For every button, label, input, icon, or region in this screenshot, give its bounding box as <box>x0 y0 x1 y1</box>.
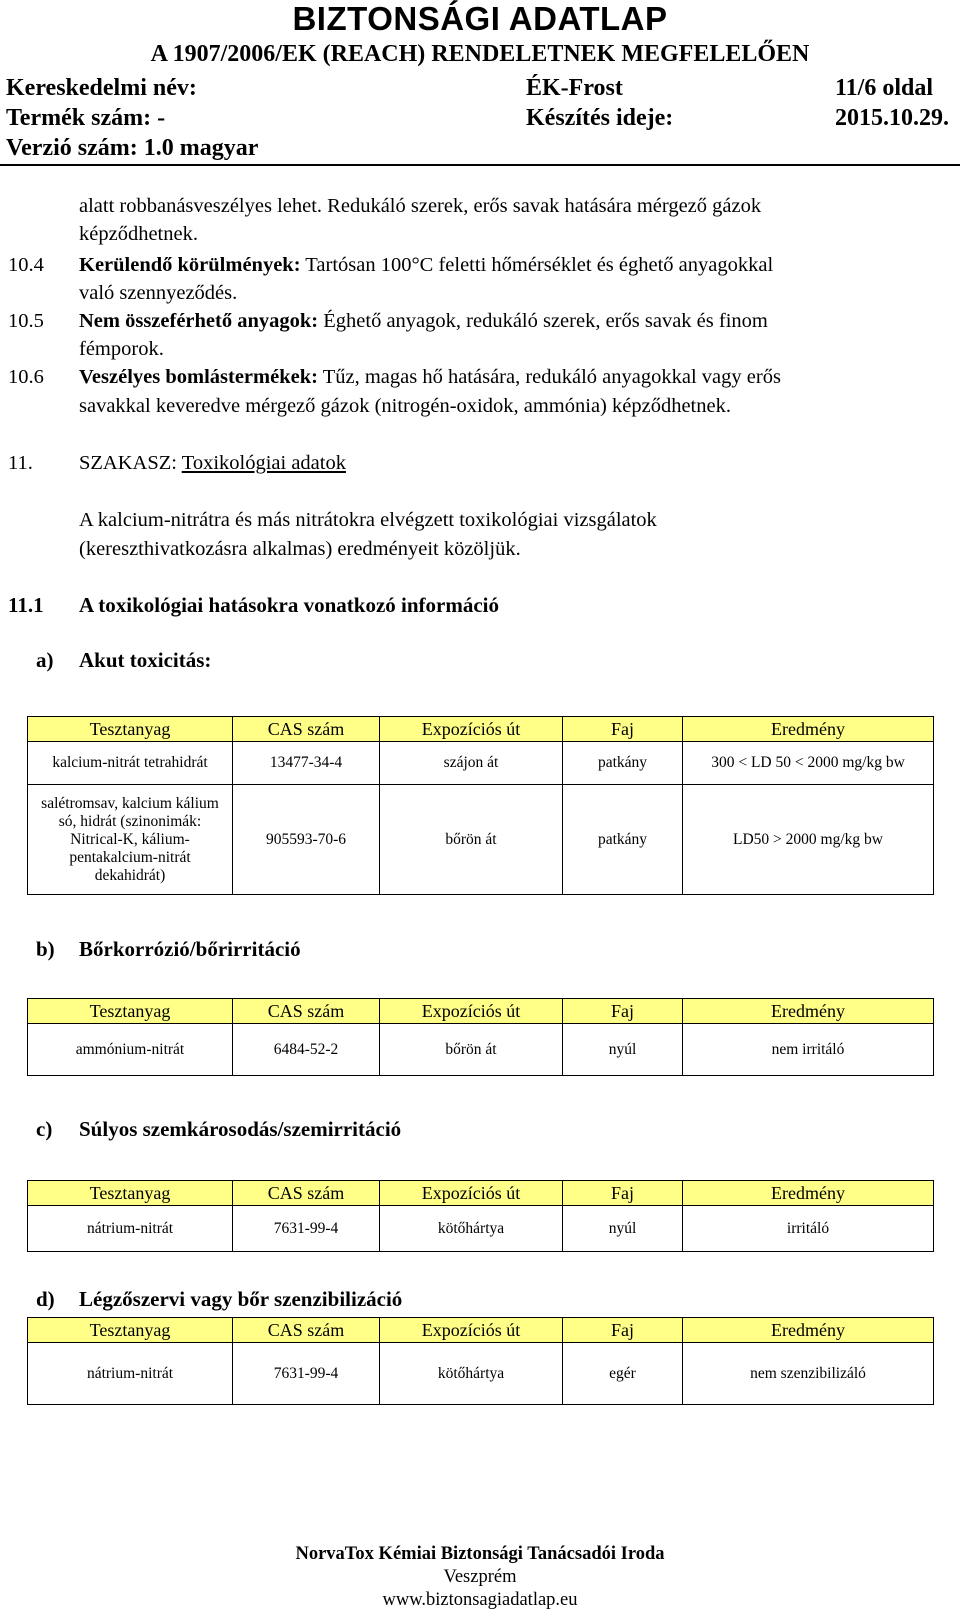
table-cell: szájon át <box>380 742 563 785</box>
item-10-4-line1 <box>79 250 773 280</box>
table-cell: nyúl <box>563 1206 683 1252</box>
col-header-route: Expozíciós út <box>380 1318 563 1343</box>
table-header-row <box>28 1318 934 1343</box>
regulation-subtitle: A 1907/2006/EK (REACH) RENDELETNEK MEGFELELŐEN <box>150 41 810 67</box>
item-10-5-number: 10.5 <box>8 310 44 332</box>
item-10-4-text: Tartósan 100°C feletti hőmérséklet és éghető anyagokkal <box>305 254 774 276</box>
item-10-6-number: 10.6 <box>8 366 44 388</box>
document-title: BIZTONSÁGI ADATLAP <box>292 0 668 37</box>
table-cell: irritáló <box>683 1206 934 1252</box>
footer-city: Veszprém <box>443 1567 517 1587</box>
table-row <box>28 742 934 785</box>
item-10-5-line2: fémporok. <box>79 338 164 360</box>
col-header-substance: Tesztanyag <box>28 717 233 742</box>
section11-title: Toxikológiai adatok <box>181 452 346 474</box>
table-row <box>28 1343 934 1405</box>
table-cell: nem szenzibilizáló <box>683 1343 934 1405</box>
table-cell: LD50 > 2000 mg/kg bw <box>683 785 934 895</box>
section11-intro-line2: (kereszthivatkozásra alkalmas) eredményeit közöljük. <box>79 538 521 560</box>
table-cell: 7631-99-4 <box>233 1206 380 1252</box>
col-header-substance: Tesztanyag <box>28 999 233 1024</box>
col-header-route: Expozíciós út <box>380 717 563 742</box>
version-label: Verzió szám: 1.0 magyar <box>6 135 259 161</box>
eye-damage-table <box>27 1180 934 1252</box>
skin-corrosion-table <box>27 998 934 1076</box>
item-10-5-label: Nem összeférhető anyagok: <box>79 310 319 332</box>
col-header-result: Eredmény <box>683 1181 934 1206</box>
table-cell: 905593-70-6 <box>233 785 380 895</box>
section11-number: 11. <box>8 452 33 474</box>
subheading-b-letter: b) <box>36 937 55 961</box>
table-cell: 300 < LD 50 < 2000 mg/kg bw <box>683 742 934 785</box>
section11-intro-line1: A kalcium-nitrátra és más nitrátokra elvégzett toxikológiai vizsgálatok <box>79 509 657 531</box>
col-header-substance: Tesztanyag <box>28 1318 233 1343</box>
table-cell: ammónium-nitrát <box>28 1024 233 1076</box>
table-row <box>28 785 934 895</box>
item-10-6-text: Tűz, magas hő hatására, redukáló anyagokkal vagy erős <box>322 366 781 388</box>
section11-heading <box>79 448 346 478</box>
item-10-4-number: 10.4 <box>8 254 44 276</box>
section11-prefix: SZAKASZ: <box>79 452 177 474</box>
col-header-species: Faj <box>563 1318 683 1343</box>
item-10-4-line2: való szennyeződés. <box>79 282 238 304</box>
table-cell: salétromsav, kalcium kálium só, hidrát (szinonimák: Nitrical-K, kálium-pentakalcium-nitrát dekahidrát) <box>28 785 233 895</box>
col-header-result: Eredmény <box>683 717 934 742</box>
col-header-cas: CAS szám <box>233 717 380 742</box>
item-10-6-line1 <box>79 362 781 392</box>
col-header-cas: CAS szám <box>233 1181 380 1206</box>
table-cell: nátrium-nitrát <box>28 1206 233 1252</box>
trade-name-label: Kereskedelmi név: <box>6 75 197 101</box>
subheading-a-letter: a) <box>36 648 54 672</box>
col-header-cas: CAS szám <box>233 1318 380 1343</box>
subheading-b-title: Bőrkorrózió/bőrirritáció <box>79 937 301 961</box>
created-label: Készítés ideje: <box>526 105 674 131</box>
footer-website[interactable]: www.biztonsagiadatlap.eu <box>382 1590 578 1610</box>
col-header-result: Eredmény <box>683 999 934 1024</box>
item-10-5-text: Éghető anyagok, redukáló szerek, erős savak és finom <box>323 310 768 332</box>
table-header-row <box>28 1181 934 1206</box>
table-cell: patkány <box>563 742 683 785</box>
subheading-d-title: Légzőszervi vagy bőr szenzibilizáció <box>79 1287 403 1311</box>
table-cell: 6484-52-2 <box>233 1024 380 1076</box>
table-cell: kalcium-nitrát tetrahidrát <box>28 742 233 785</box>
col-header-species: Faj <box>563 1181 683 1206</box>
item-10-6-label: Veszélyes bomlástermékek: <box>79 366 318 388</box>
footer-organization: NorvaTox Kémiai Biztonsági Tanácsadói Iroda <box>295 1544 665 1564</box>
col-header-route: Expozíciós út <box>380 1181 563 1206</box>
subheading-c-letter: c) <box>36 1117 53 1141</box>
page-number: 11/6 oldal <box>835 75 934 101</box>
created-date: 2015.10.29. <box>835 105 949 131</box>
section10-continuation-line1: alatt robbanásveszélyes lehet. Redukáló szerek, erős savak hatására mérgező gázok <box>79 195 762 217</box>
col-header-result: Eredmény <box>683 1318 934 1343</box>
subheading-c-title: Súlyos szemkárosodás/szemirritáció <box>79 1117 402 1141</box>
table-cell: nem irritáló <box>683 1024 934 1076</box>
item-10-4-label: Kerülendő körülmények: <box>79 254 301 276</box>
table-cell: 13477-34-4 <box>233 742 380 785</box>
table-cell: bőrön át <box>380 785 563 895</box>
item-10-5-line1 <box>79 306 768 336</box>
trade-name-value: ÉK-Frost <box>526 75 623 101</box>
col-header-route: Expozíciós út <box>380 999 563 1024</box>
col-header-cas: CAS szám <box>233 999 380 1024</box>
product-number-label: Termék szám: - <box>6 105 166 131</box>
col-header-species: Faj <box>563 999 683 1024</box>
table-cell: nyúl <box>563 1024 683 1076</box>
table-cell: bőrön át <box>380 1024 563 1076</box>
table-header-row <box>28 717 934 742</box>
item-10-6-line2: savakkal keveredve mérgező gázok (nitrogén-oxidok, ammónia) képződhetnek. <box>79 395 731 417</box>
col-header-substance: Tesztanyag <box>28 1181 233 1206</box>
section10-continuation-line2: képződhetnek. <box>79 223 198 245</box>
table-cell: kötőhártya <box>380 1206 563 1252</box>
header-divider <box>0 164 960 166</box>
table-cell: patkány <box>563 785 683 895</box>
table-row <box>28 1024 934 1076</box>
col-header-species: Faj <box>563 717 683 742</box>
subheading-a-title: Akut toxicitás: <box>79 648 212 672</box>
subsection-11-1-number: 11.1 <box>8 593 44 617</box>
table-cell: egér <box>563 1343 683 1405</box>
subsection-11-1-title: A toxikológiai hatásokra vonatkozó információ <box>79 593 500 617</box>
table-row <box>28 1206 934 1252</box>
table-cell: 7631-99-4 <box>233 1343 380 1405</box>
sensitisation-table <box>27 1317 934 1405</box>
table-cell: kötőhártya <box>380 1343 563 1405</box>
table-cell: nátrium-nitrát <box>28 1343 233 1405</box>
table-header-row <box>28 999 934 1024</box>
subheading-d-letter: d) <box>36 1287 55 1311</box>
acute-toxicity-table <box>27 716 934 895</box>
